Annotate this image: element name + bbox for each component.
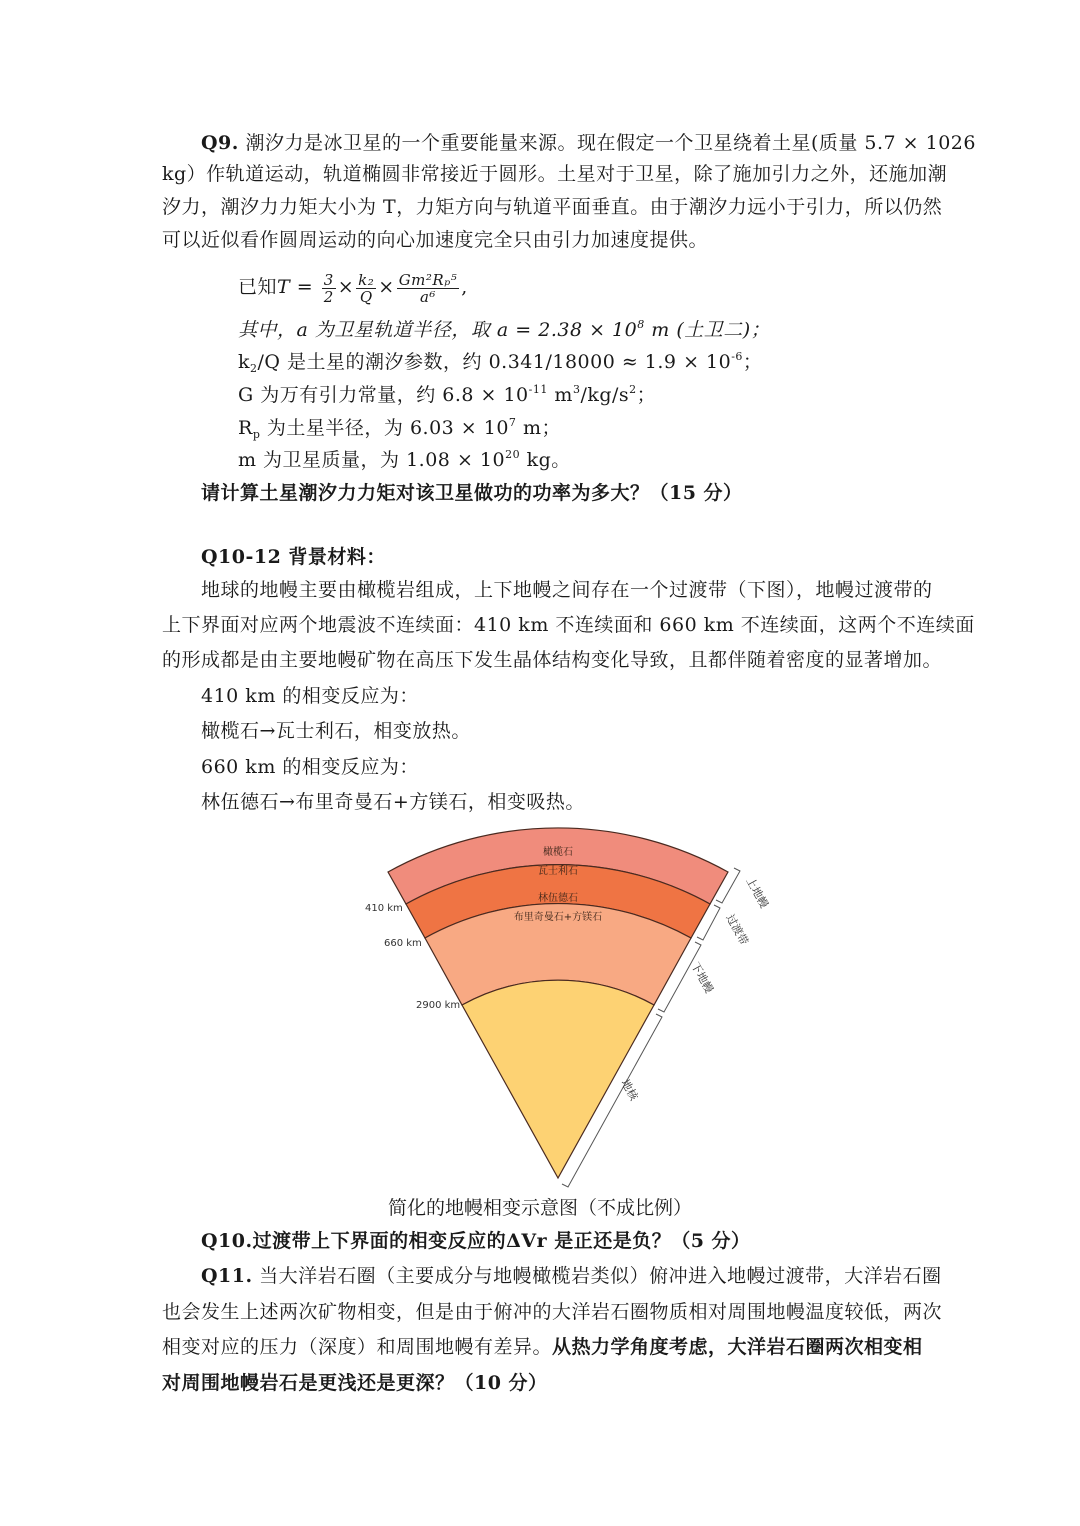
q9-text-1: 潮汐力是冰卫星的一个重要能量来源。现在假定一个卫星绕着土星(质量 5.7 × 1026 (245, 132, 976, 154)
q11-label: Q11. (201, 1265, 253, 1287)
given-rp: $R_p$ 为土星半径，为 $6.03 \times 10^7$ m； (238, 416, 561, 441)
zone-lower-mantle: 下地幔 (688, 960, 716, 996)
depth-410: 410 km (365, 903, 403, 914)
reaction-410: 橄榄石→瓦士利石，相变放热。 (201, 720, 471, 742)
tidal-formula: 已知T = $\frac{3}{2}$ × $\frac{\text{k₂}}{Q}$ × $\frac{\text{Gm²Rₚ⁵}}{\text{a⁶}}$ , (238, 270, 468, 306)
q11-line-2: 也会发生上述两次矿物相变，但是由于俯冲的大洋岩石圈物质相对周围地幔温度较低，两次 (162, 1301, 943, 1323)
fraction-gmr-a6: $\frac{\text{Gm²Rₚ⁵}}{\text{a⁶}}$ (398, 270, 458, 306)
label-olivine: 橄榄石 (543, 847, 573, 858)
q9-question: 请计算土星潮汐力力矩对该卫星做功的功率为多大？（15 分） (201, 482, 743, 504)
label-wadsleyite: 瓦士利石 (538, 866, 578, 877)
q9-line-2: kg）作轨道运动，轨道椭圆非常接近于圆形。土星对于卫星，除了施加引力之外，还施加潮 (162, 163, 948, 185)
given-k2q: $k_2/Q$ 是土星的潮汐参数，约 $0.341/18000 \approx 1.9 \times 10^{-6}$； (238, 350, 763, 375)
zone-core: 地核 (618, 1077, 641, 1103)
background-title: Q10-12 背景材料： (201, 546, 386, 568)
label-bridgmanite: 布里奇曼石+方镁石 (513, 912, 603, 923)
zone-upper-mantle: 上地幔 (743, 875, 771, 911)
label-ringwoodite: 林伍德石 (538, 893, 578, 904)
q11-line-3: 相变对应的压力（深度）和周围地幔有差异。从热力学角度考虑，大洋岩石圈两次相变相 (162, 1336, 923, 1358)
figure-caption: 简化的地幔相变示意图（不成比例） (387, 1197, 692, 1219)
q11-line-1: Q11. 当大洋岩石圈（主要成分与地幔橄榄岩类似）俯冲进入地幔过渡带，大洋岩石圈 (201, 1265, 942, 1287)
background-line-3: 的形成都是由主要地幔矿物在高压下发生晶体结构变化导致，且都伴随着密度的显著增加。 (162, 649, 943, 671)
q10-question: Q10.过渡带上下界面的相变反应的ΔVr 是正还是负？（5 分） (201, 1230, 751, 1252)
zone-transition: 过渡带 (723, 912, 751, 948)
background-line-1: 地球的地幔主要由橄榄岩组成，上下地幔之间存在一个过渡带（下图），地幔过渡带的 (201, 579, 933, 601)
depth-660: 660 km (384, 938, 422, 949)
fraction-3-2: $\frac{3}{2}$ (323, 270, 334, 306)
reaction-410-title: 410 km 的相变反应为： (201, 685, 419, 707)
background-line-2: 上下界面对应两个地震波不连续面：410 km 不连续面和 660 km 不连续面，这两个不连续面 (162, 614, 975, 636)
reaction-660-title: 660 km 的相变反应为： (201, 756, 419, 778)
depth-2900: 2900 km (416, 1000, 461, 1011)
formula-prefix: 已知 (238, 276, 278, 298)
given-m: m 为卫星质量，为 $1.08 \times 10^{20}$ kg。 (238, 448, 571, 471)
q9-line-3: 汐力，潮汐力力矩大小为 T，力矩方向与轨道平面垂直。由于潮汐力远小于引力，所以仍然 (162, 196, 943, 218)
reaction-660: 林伍德石→布里奇曼石+方镁石，相变吸热。 (201, 791, 585, 813)
formula-lhs: T = (277, 276, 314, 298)
given-g: G 为万有引力常量，约 $6.8 \times 10^{-11}$ $m^3/kg/s^2$； (238, 383, 657, 406)
fraction-k2-q: $\frac{\text{k₂}}{Q}$ (358, 270, 375, 306)
q9-line-4: 可以近似看作圆周运动的向心加速度完全只由引力加速度提供。 (162, 229, 709, 251)
given-a: 其中，a 为卫星轨道半径，取 $a = 2.38 \times 10^8$ m (土卫二)； (238, 318, 771, 341)
q9-label: Q9. (201, 132, 239, 154)
q11-line-4: 对周围地幔岩石是更浅还是更深？（10 分） (162, 1372, 548, 1394)
